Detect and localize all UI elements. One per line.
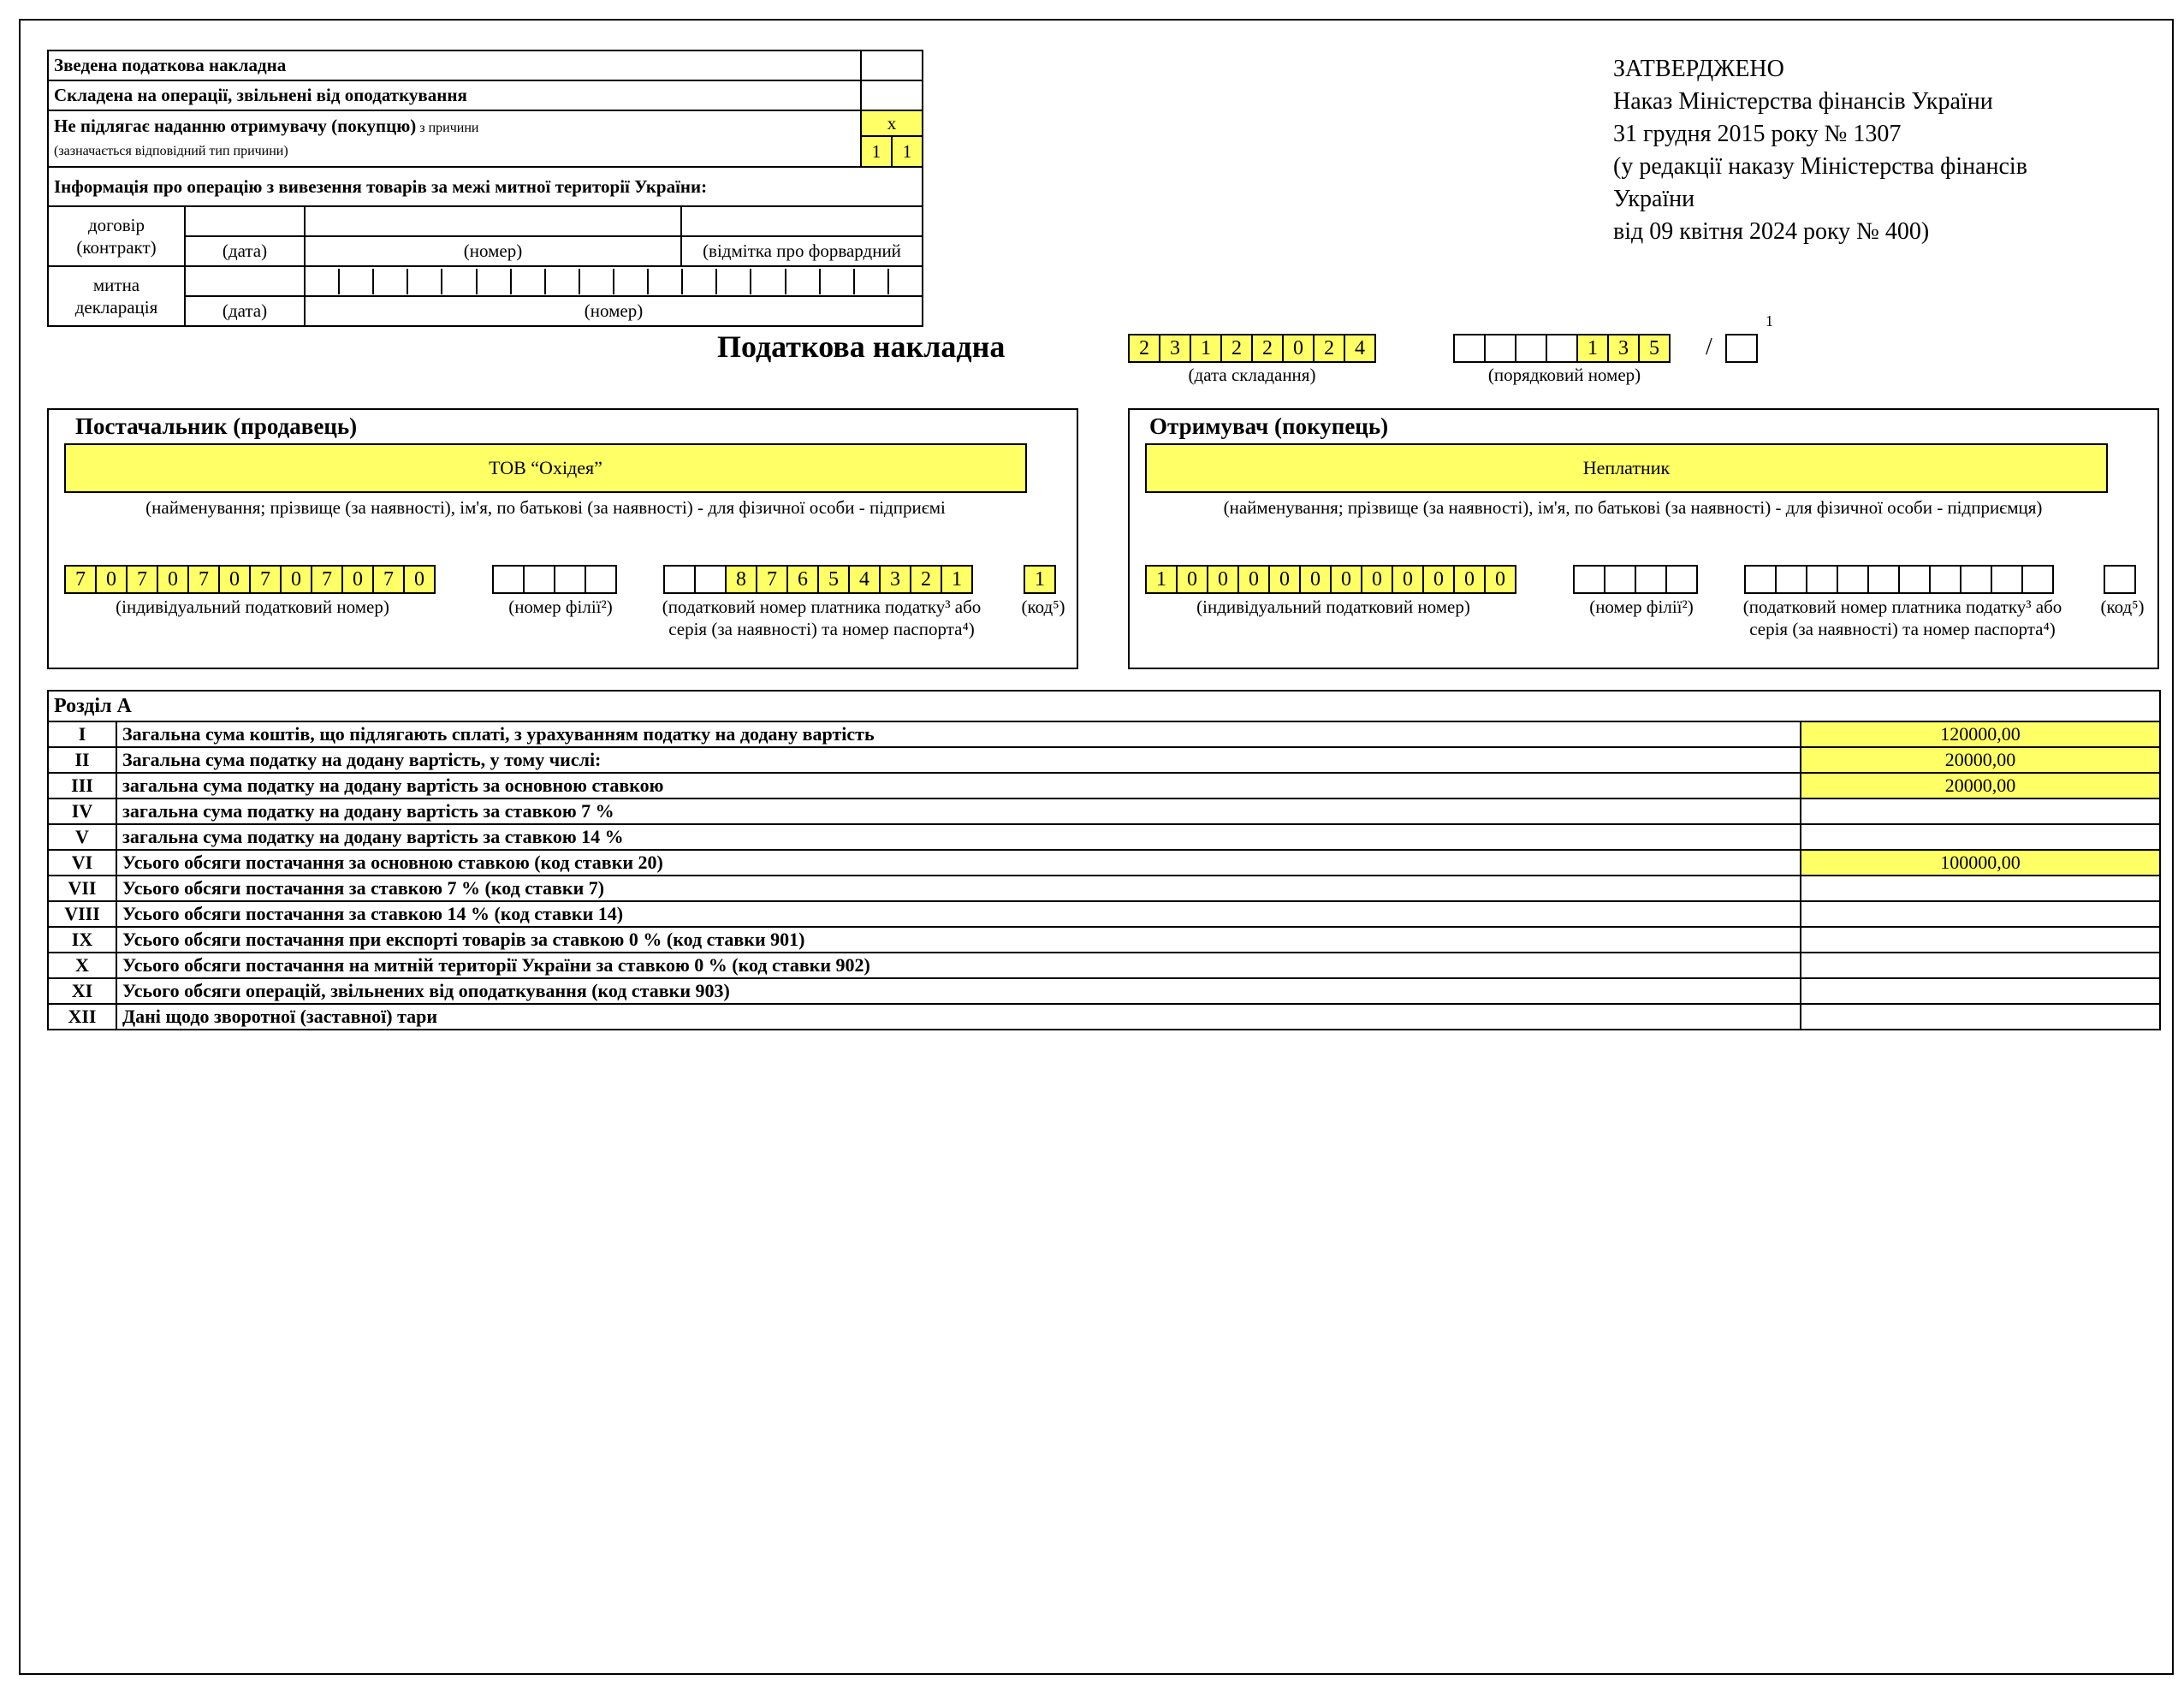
- row-value[interactable]: 20000,00: [1801, 747, 2160, 773]
- customs-date-field[interactable]: [185, 266, 305, 296]
- customs-number-caption: (номер): [305, 296, 923, 326]
- row-label: загальна сума податку на додану вартість за ставкою 14 %: [116, 824, 1801, 850]
- row-number: I: [48, 721, 116, 747]
- customs-label: митна декларація: [48, 266, 185, 326]
- row-value[interactable]: [1801, 927, 2160, 953]
- row-value[interactable]: [1801, 876, 2160, 901]
- number-suffix-cell[interactable]: [1725, 334, 1758, 363]
- row-label: Усього обсяги операцій, звільнених від оподаткування (код ставки 903): [116, 978, 1801, 1004]
- buyer-name-caption: (найменування; прізвище (за наявності), ім'я, по батькові (за наявності) - для фізичної особи - підприємця): [1223, 497, 2043, 518]
- number-digit: [1515, 334, 1547, 363]
- row-value[interactable]: 20000,00: [1801, 773, 2160, 798]
- ipn-digit: 0: [1361, 565, 1393, 594]
- row-label: Усього обсяги постачання за ставкою 14 % (код ставки 14): [116, 901, 1801, 927]
- forward-caption: (відмітка про форвардний: [681, 236, 923, 266]
- supplier-ipn-caption: (індивідуальний податковий номер): [116, 597, 389, 617]
- supplier-name-caption: (найменування; прізвище (за наявності), ім'я, по батькові (за наявності) - для фізичної особи - підприємі: [145, 497, 946, 518]
- row-number: IV: [48, 798, 116, 824]
- ipn-digit: 7: [372, 565, 405, 594]
- supplier-code-caption: (код⁵): [1021, 597, 1065, 617]
- header-table: [47, 50, 923, 327]
- date-digit: 3: [1159, 334, 1191, 363]
- number-digit: [1453, 334, 1486, 363]
- branch-digit: [585, 565, 617, 594]
- taxno-digit: [1898, 565, 1931, 594]
- date-digit: 2: [1128, 334, 1160, 363]
- section-a-title: Розділ А: [48, 691, 2160, 721]
- reason-mark[interactable]: х: [861, 110, 923, 136]
- row-label: Усього обсяги постачання на митній території України за ставкою 0 % (код ставки 902): [116, 953, 1801, 978]
- row-number: V: [48, 824, 116, 850]
- taxno-digit: 7: [756, 565, 788, 594]
- ipn-digit: 0: [1176, 565, 1208, 594]
- section-a-table: [47, 690, 2161, 1030]
- row-label: загальна сума податку на додану вартість за ставкою 7 %: [116, 798, 1801, 824]
- number-caption: (порядковий номер): [1487, 365, 1641, 385]
- ipn-digit: 7: [249, 565, 282, 594]
- customs-number-cells[interactable]: [305, 266, 923, 296]
- contract-number-caption: (номер): [305, 236, 681, 266]
- ipn-digit: 0: [157, 565, 189, 594]
- ipn-digit: 0: [95, 565, 128, 594]
- contract-date-field[interactable]: [185, 206, 305, 236]
- buyer-branch-cells[interactable]: [1573, 565, 1698, 594]
- supplier-code-cell[interactable]: 1: [1024, 565, 1056, 594]
- row-number: III: [48, 773, 116, 798]
- ipn-digit: 0: [1422, 565, 1455, 594]
- supplier-taxno-cells[interactable]: [663, 565, 973, 594]
- approved-line: 31 грудня 2015 року № 1307: [1613, 121, 1902, 147]
- supplier-ipn-cells[interactable]: [64, 565, 436, 594]
- buyer-ipn-caption: (індивідуальний податковий номер): [1196, 597, 1470, 617]
- contract-number-field[interactable]: [305, 206, 681, 236]
- buyer-title: Отримувач (покупець): [1149, 413, 1389, 439]
- ipn-digit: 0: [280, 565, 312, 594]
- approved-line: ЗАТВЕРДЖЕНО: [1613, 56, 1784, 82]
- row-value[interactable]: 100000,00: [1801, 850, 2160, 876]
- approved-line: Наказ Міністерства фінансів України: [1613, 88, 1993, 115]
- ipn-digit: 0: [341, 565, 374, 594]
- branch-digit: [1665, 565, 1698, 594]
- row-label: Загальна сума податку на додану вартість, у тому числі:: [116, 747, 1801, 773]
- row-number: VI: [48, 850, 116, 876]
- ipn-digit: 0: [1330, 565, 1362, 594]
- number-digit: 3: [1607, 334, 1640, 363]
- ipn-digit: 7: [64, 565, 97, 594]
- branch-digit: [1573, 565, 1605, 594]
- ipn-digit: 0: [1207, 565, 1239, 594]
- branch-digit: [1604, 565, 1636, 594]
- row-value[interactable]: 120000,00: [1801, 721, 2160, 747]
- supplier-branch-cells[interactable]: [492, 565, 617, 594]
- branch-digit: [1635, 565, 1667, 594]
- buyer-code-cell[interactable]: [2104, 565, 2136, 594]
- date-digit: 1: [1190, 334, 1222, 363]
- number-cells[interactable]: [1453, 334, 1671, 363]
- approved-line: від 09 квітня 2024 року № 400): [1613, 218, 1930, 245]
- row-label: Загальна сума коштів, що підлягають сплаті, з урахуванням податку на додану вартість: [116, 721, 1801, 747]
- approved-line: України: [1613, 186, 1695, 212]
- number-digit: 1: [1576, 334, 1609, 363]
- taxno-digit: [1806, 565, 1838, 594]
- row-label: Усього обсяги постачання за основною ставкою (код ставки 20): [116, 850, 1801, 876]
- row-number: VIII: [48, 901, 116, 927]
- row-value[interactable]: [1801, 953, 2160, 978]
- contract-date-caption: (дата): [185, 236, 305, 266]
- row-number: VII: [48, 876, 116, 901]
- taxno-digit: [1744, 565, 1777, 594]
- date-digit: 0: [1282, 334, 1315, 363]
- row-value[interactable]: [1801, 978, 2160, 1004]
- ipn-digit: 0: [218, 565, 251, 594]
- date-cells[interactable]: [1128, 334, 1376, 363]
- exempt-label: Складена на операції, звільнені від оподаткування: [48, 80, 861, 110]
- ipn-digit: 0: [403, 565, 436, 594]
- taxno-digit: [1775, 565, 1807, 594]
- consolidated-label: Зведена податкова накладна: [48, 50, 861, 80]
- reason-code-1[interactable]: 1: [861, 136, 892, 167]
- row-value[interactable]: [1801, 824, 2160, 850]
- ipn-digit: 1: [1145, 565, 1178, 594]
- ipn-digit: 7: [311, 565, 343, 594]
- date-digit: 4: [1344, 334, 1376, 363]
- buyer-taxno-caption: (податковий номер платника податку³ або серія (за наявності) та номер паспорта⁴): [1742, 597, 2062, 639]
- taxno-digit: 2: [910, 565, 942, 594]
- taxno-digit: [1837, 565, 1869, 594]
- approved-block: [1613, 53, 2127, 245]
- supplier-taxno-caption: (податковий номер платника податку³ або серія (за наявності) та номер паспорта⁴): [662, 597, 982, 639]
- row-number: X: [48, 953, 116, 978]
- buyer-taxno-cells[interactable]: [1744, 565, 2054, 594]
- buyer-name-field[interactable]: Неплатник: [1145, 443, 2108, 493]
- not-delivered-label: Не підлягає наданню отримувачу (покупцю) з причини (зазначається відповідний тип причини): [48, 110, 861, 167]
- branch-digit: [523, 565, 555, 594]
- row-value[interactable]: [1801, 798, 2160, 824]
- slash: /: [1706, 334, 1712, 360]
- row-value[interactable]: [1801, 1004, 2160, 1030]
- taxno-digit: 8: [725, 565, 757, 594]
- forward-field[interactable]: [681, 206, 923, 236]
- date-digit: 2: [1313, 334, 1345, 363]
- reason-code-2[interactable]: 1: [892, 136, 923, 167]
- taxno-digit: 4: [848, 565, 881, 594]
- ipn-digit: 0: [1299, 565, 1332, 594]
- taxno-digit: [694, 565, 727, 594]
- buyer-ipn-cells[interactable]: [1145, 565, 1516, 594]
- footnote-1: 1: [1766, 312, 1773, 329]
- supplier-title: Постачальник (продавець): [75, 413, 358, 439]
- ipn-digit: 7: [126, 565, 158, 594]
- row-label: Усього обсяги постачання при експорті товарів за ставкою 0 % (код ставки 901): [116, 927, 1801, 953]
- row-number: IX: [48, 927, 116, 953]
- approved-line: (у редакції наказу Міністерства фінансів: [1613, 153, 2027, 180]
- taxno-digit: [1867, 565, 1900, 594]
- row-value[interactable]: [1801, 901, 2160, 927]
- taxno-digit: [1960, 565, 1992, 594]
- supplier-branch-caption: (номер філії²): [508, 597, 613, 617]
- contract-label: договір (контракт): [48, 206, 185, 266]
- taxno-digit: [1991, 565, 2023, 594]
- buyer-branch-caption: (номер філії²): [1589, 597, 1694, 617]
- taxno-digit: [663, 565, 696, 594]
- branch-digit: [554, 565, 586, 594]
- ipn-digit: 0: [1268, 565, 1301, 594]
- supplier-name-field[interactable]: ТОВ “Охідея”: [64, 443, 1027, 493]
- ipn-digit: 0: [1453, 565, 1486, 594]
- row-number: II: [48, 747, 116, 773]
- row-label: Усього обсяги постачання за ставкою 7 % (код ставки 7): [116, 876, 1801, 901]
- buyer-code-caption: (код⁵): [2100, 597, 2145, 617]
- date-caption: (дата складання): [1188, 365, 1316, 385]
- taxno-digit: 5: [817, 565, 850, 594]
- document-title: Податкова накладна: [717, 329, 1006, 364]
- taxno-digit: [2021, 565, 2054, 594]
- ipn-digit: 0: [1237, 565, 1270, 594]
- branch-digit: [492, 565, 525, 594]
- row-label: Дані щодо зворотної (заставної) тари: [116, 1004, 1801, 1030]
- number-digit: [1546, 334, 1578, 363]
- ipn-digit: 7: [187, 565, 220, 594]
- date-digit: 2: [1251, 334, 1284, 363]
- number-digit: 5: [1638, 334, 1671, 363]
- taxno-digit: 3: [879, 565, 911, 594]
- row-number: XII: [48, 1004, 116, 1030]
- number-digit: [1484, 334, 1516, 363]
- consolidated-box[interactable]: [861, 50, 923, 80]
- exempt-box[interactable]: [861, 80, 923, 110]
- taxno-digit: 1: [941, 565, 973, 594]
- row-label: загальна сума податку на додану вартість за основною ставкою: [116, 773, 1801, 798]
- export-info: Інформація про операцію з вивезення товарів за межі митної території України:: [48, 167, 923, 206]
- taxno-digit: [1929, 565, 1961, 594]
- date-digit: 2: [1220, 334, 1253, 363]
- ipn-digit: 0: [1392, 565, 1424, 594]
- customs-date-caption: (дата): [185, 296, 305, 326]
- ipn-digit: 0: [1484, 565, 1516, 594]
- taxno-digit: 6: [786, 565, 819, 594]
- row-number: XI: [48, 978, 116, 1004]
